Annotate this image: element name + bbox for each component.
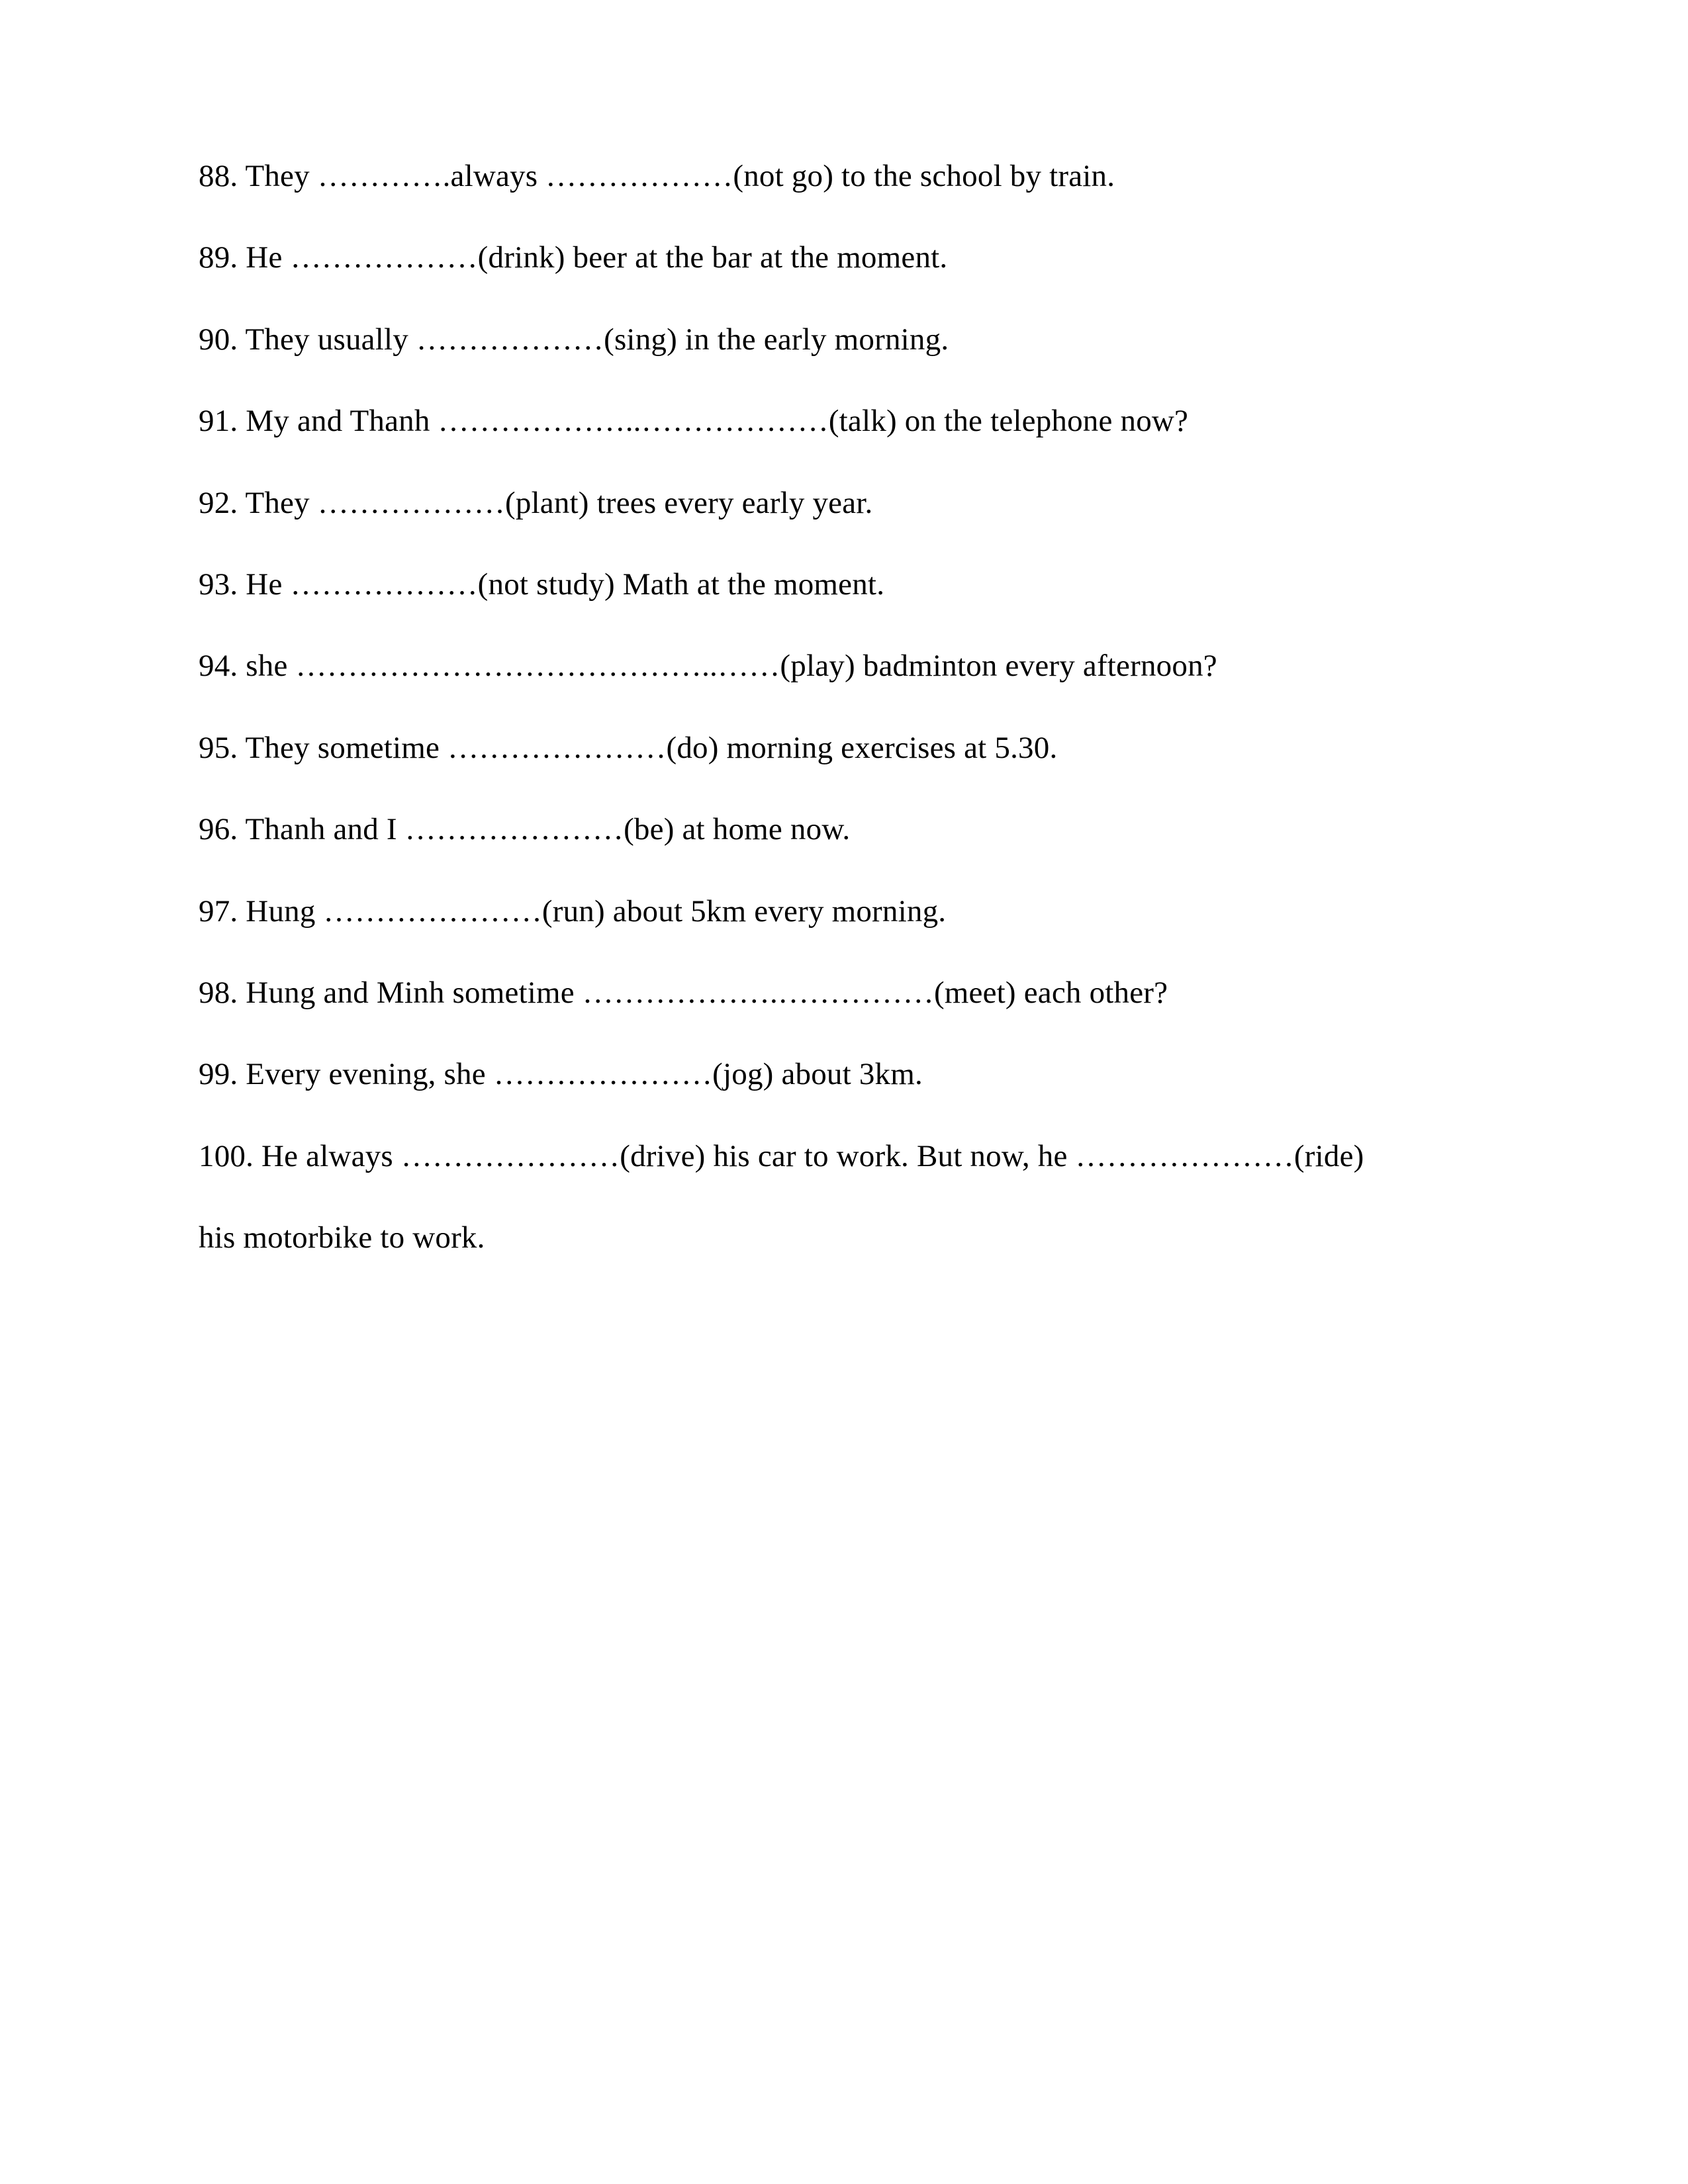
exercise-line-99: 99. Every evening, she …………………(jog) about 3km. — [199, 1057, 923, 1092]
exercise-line-90: 90. They usually ………………(sing) in the early morning. — [199, 322, 949, 357]
exercise-line-100: 100. He always …………………(drive) his car to work. But now, he …………………(ride) — [199, 1138, 1364, 1173]
exercise-line-94: 94. she …………………………………..……(play) badminton every afternoon? — [199, 649, 1217, 684]
exercise-line-91: 91. My and Thanh ………………..………………(talk) on the telephone now? — [199, 404, 1189, 439]
exercise-line-89: 89. He ………………(drink) beer at the bar at the moment. — [199, 240, 948, 275]
exercise-line-96: 96. Thanh and I …………………(be) at home now. — [199, 812, 851, 847]
exercise-line-88: 88. They ………….always ………………(not go) to the school by train. — [199, 159, 1115, 193]
exercise-line-92: 92. They ………………(plant) trees every early year. — [199, 485, 873, 520]
exercise-line-100-continued: his motorbike to work. — [199, 1220, 485, 1255]
exercise-line-95: 95. They sometime …………………(do) morning exercises at 5.30. — [199, 730, 1058, 765]
exercise-line-97: 97. Hung …………………(run) about 5km every morning. — [199, 893, 947, 929]
exercise-line-98: 98. Hung and Minh sometime ……………….……………(meet) each other? — [199, 975, 1168, 1010]
exercise-line-93: 93. He ………………(not study) Math at the moment. — [199, 567, 885, 602]
